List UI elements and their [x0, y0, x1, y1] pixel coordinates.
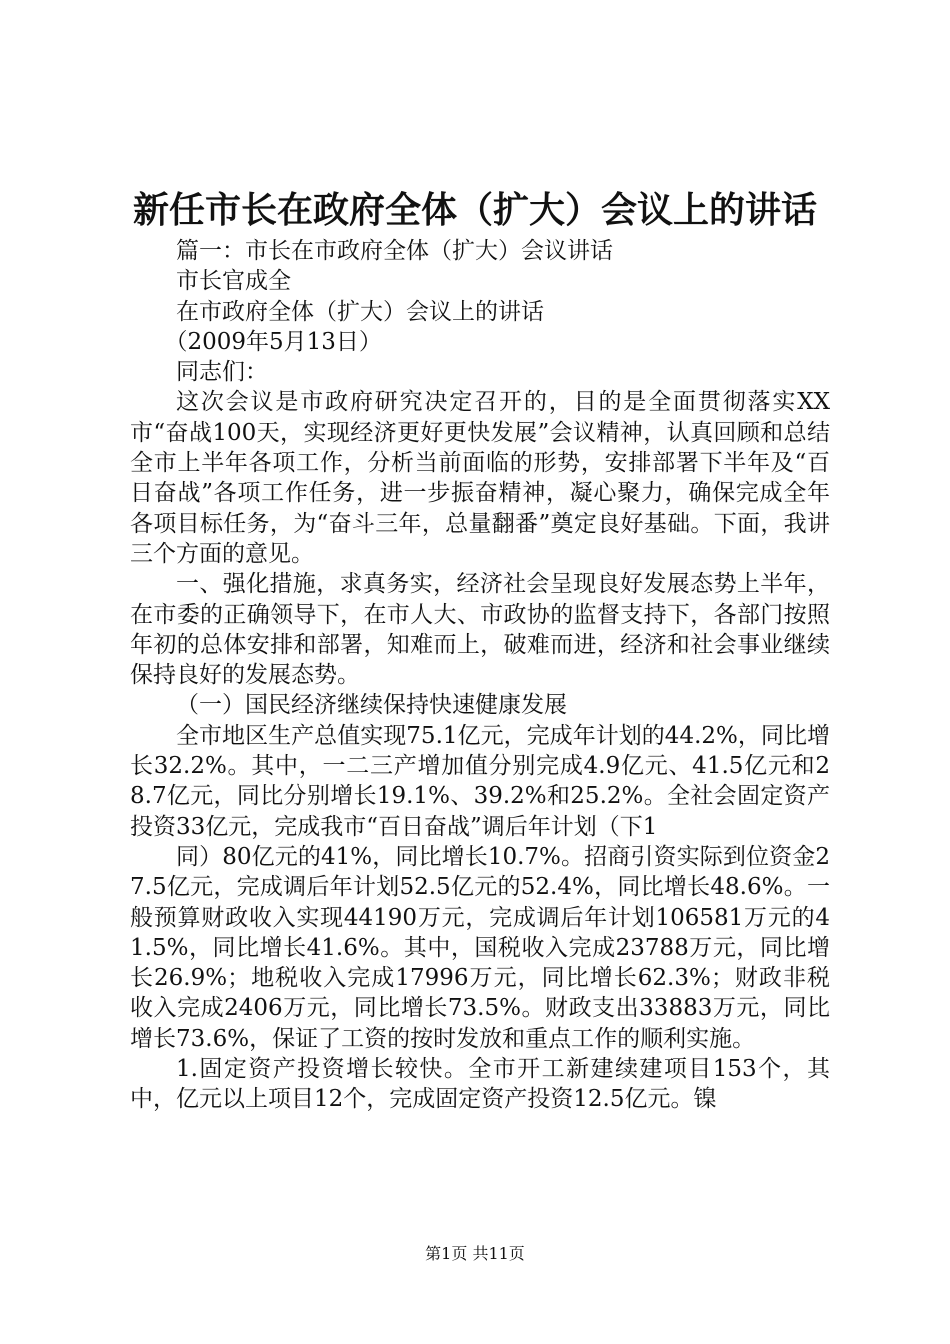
paragraph-date: （2009年5月13日） [164, 328, 382, 355]
page-footer: 第1页 共11页 [425, 1244, 525, 1263]
paragraph-body: 一、强化措施，求真务实，经济社会呈现良好发展态势上半年，在市委的正确领导下，在市人大、市政协的监督支持下，各部门按照年初的总体安排和部署，知难而上，破难而进，经济和社会事业继续保持良好的发展态势。 [130, 571, 830, 689]
paragraph-body: 这次会议是市政府研究决定召开的，目的是全面贯彻落实XX市“奋战100天，实现经济更好更快发展”会议精神，认真回顾和总结全市上半年各项工作，分析当前面临的形势，安排部署下半年及“百日奋战”各项工作任务，进一步振奋精神，凝心聚力，确保完成全年各项目标任务，为“奋斗三年，总量翻番”奠定良好基础。下面，我讲三个方面的意见。 [130, 389, 830, 567]
paragraph-section-heading: 篇一：市长在市政府全体（扩大）会议讲话 [176, 238, 613, 264]
paragraph-salutation: 同志们： [176, 359, 268, 386]
paragraph-body: 全市地区生产总值实现75.1亿元，完成年计划的44.2%，同比增长32.2%。其中，一二三产增加值分别完成4.9亿元、41.5亿元和28.7亿元，同比分别增长19.1%、39.2%和25.2%。全社会固定资产投资33亿元，完成我市“百日奋战”调后年计划（下1 [130, 722, 830, 840]
document-body [130, 236, 830, 1115]
paragraph-speaker: 市长官成全 [176, 268, 291, 295]
document-title: 新任市长在政府全体（扩大）会议上的讲话 [132, 189, 817, 231]
paragraph-speech-title: 在市政府全体（扩大）会议上的讲话 [176, 298, 544, 325]
paragraph-body: 1.固定资产投资增长较快。全市开工新建续建项目153个，其中，亿元以上项目12个，完成固定资产投资12.5亿元。镍 [130, 1056, 830, 1113]
paragraph-subheading: （一）国民经济继续保持快速健康发展 [176, 692, 567, 719]
paragraph-body: 同）80亿元的41%，同比增长10.7%。招商引资实际到位资金27.5亿元，完成调后年计划52.5亿元的52.4%，同比增长48.6%。一般预算财政收入实现44190万元，完成调后年计划106581万元的41.5%，同比增长41.6%。其中，国税收入完成23788万元，同比增长26.9%；地税收入完成17996万元，同比增长62.3%；财政非税收入完成2406万元，同比增长73.5%。财政支出33883万元，同比增长73.6%，保证了工资的按时发放和重点工作的顺利实施。 [130, 843, 830, 1052]
